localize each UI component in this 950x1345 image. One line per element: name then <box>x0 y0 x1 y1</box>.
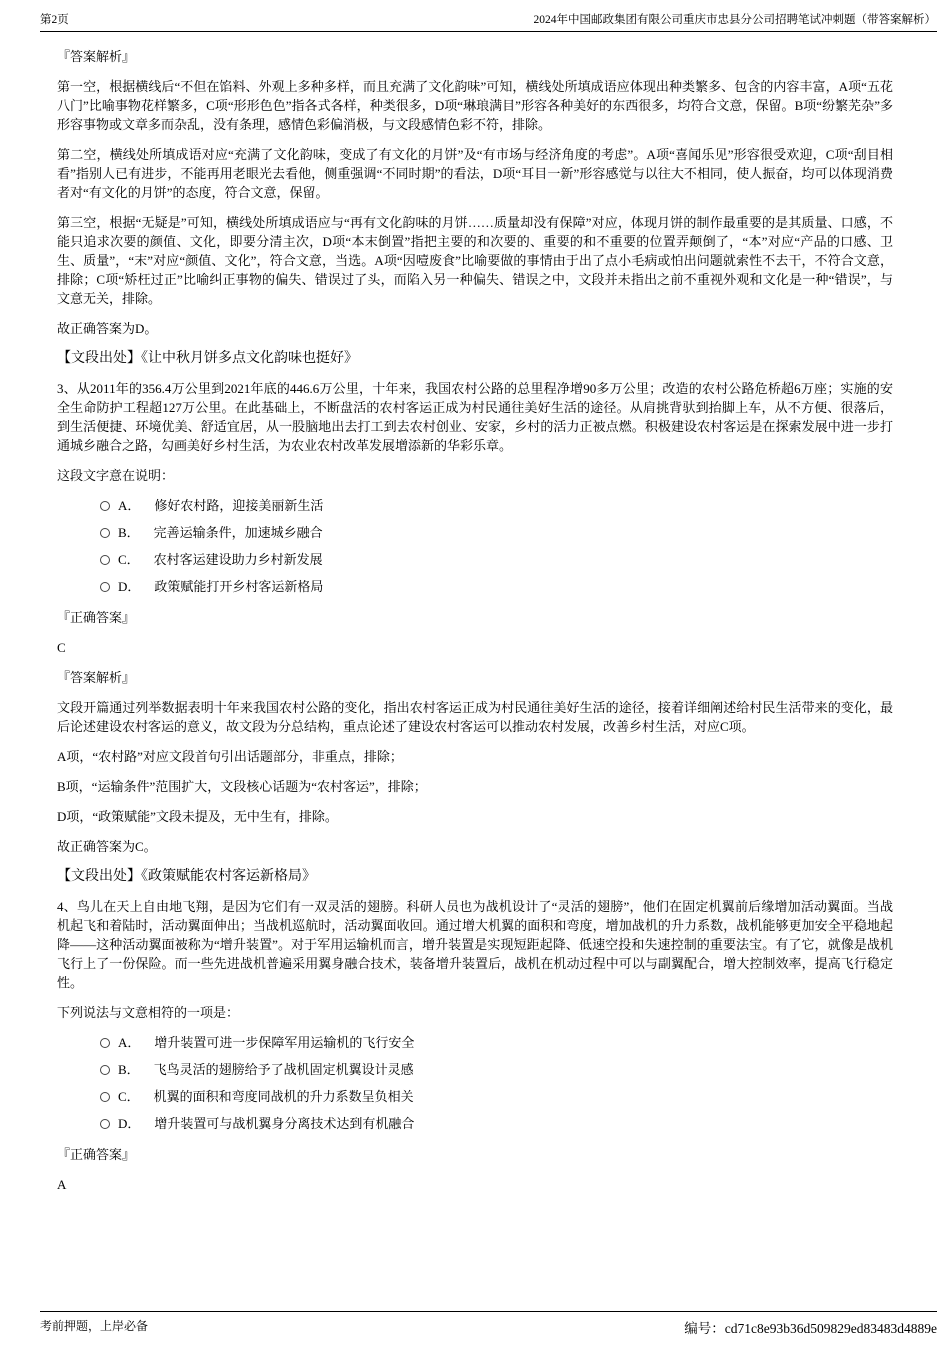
q3-analysis-option-d: D项，“政策赋能”文段未提及，无中生有，排除。 <box>57 809 338 824</box>
q3-option-a[interactable] <box>100 496 893 515</box>
option-text: 完善运输条件，加速城乡融合 <box>153 525 323 540</box>
document-body <box>57 47 893 1205</box>
option-letter: C． <box>118 552 140 567</box>
q4-option-b[interactable] <box>100 1060 893 1079</box>
option-letter: B． <box>118 1062 140 1077</box>
footer-code-label: 编号： <box>684 1321 725 1336</box>
option-text: 飞鸟灵活的翅膀给予了战机固定机翼设计灵感 <box>153 1062 414 1077</box>
q4-option-a[interactable] <box>100 1033 893 1052</box>
q4-passage: 4、鸟儿在天上自由地飞翔，是因为它们有一双灵活的翅膀。科研人员也为战机设计了“灵活的翅膀”，他们在固定机翼前后缘增加活动翼面。当战机起飞和着陆时，活动翼面伸出；当战机巡航时，活动翼面收回。通过增大机翼的面积和弯度，增加战机的升力系数，战机能够更加安全平稳地起降——这种活动翼面被称为“增升装置”。对于军用运输机而言，增升装置是实现短距起降、低速空投和失速控制的重要法宝。有了它，就像是战机飞行上了一份保险。而一些先进战机普遍采用翼身融合技术，装备增升装置后，战机在机动过程中可以与副翼配合，增大控制效率，提高飞行稳定性。 <box>57 899 893 990</box>
q3-analysis-option-a: A项，“农村路”对应文段首句引出话题部分，非重点，排除； <box>57 749 403 764</box>
q3-option-b[interactable] <box>100 523 893 542</box>
radio-button-icon[interactable] <box>100 528 110 538</box>
option-letter: D． <box>118 1116 141 1131</box>
q3-answer-heading: 『正确答案』 <box>57 610 136 625</box>
q4-prompt: 下列说法与文意相符的一项是： <box>57 1005 240 1020</box>
option-text: 农村客运建设助力乡村新发展 <box>153 552 323 567</box>
q3-prompt: 这段文字意在说明： <box>57 468 175 483</box>
q4-answer-heading: 『正确答案』 <box>57 1147 136 1162</box>
q3-options <box>100 496 893 596</box>
footer-code-line <box>684 1317 937 1337</box>
footer-divider <box>40 1311 937 1312</box>
q2-conclusion: 故正确答案为D。 <box>57 321 158 336</box>
radio-button-icon[interactable] <box>100 1092 110 1102</box>
option-letter: C． <box>118 1089 140 1104</box>
option-letter: A． <box>118 1035 141 1050</box>
radio-button-icon[interactable] <box>100 1038 110 1048</box>
option-text: 增升装置可与战机翼身分离技术达到有机融合 <box>154 1116 415 1131</box>
q2-source-line <box>57 349 893 368</box>
q3-option-c[interactable] <box>100 550 893 569</box>
doc-title: 2024年中国邮政集团有限公司重庆市忠县分公司招聘笔试冲刺题（带答案解析） <box>533 14 936 26</box>
q3-source-title: 《政策赋能农村客运新格局》 <box>141 869 316 884</box>
q3-answer: C <box>57 640 66 655</box>
q4-option-c[interactable] <box>100 1087 893 1106</box>
q3-source-line <box>57 867 893 886</box>
radio-button-icon[interactable] <box>100 555 110 565</box>
header-divider <box>40 31 937 32</box>
footer-code: cd71c8e93b36d509829ed83483d4889e <box>724 1321 937 1336</box>
q4-options <box>100 1033 893 1133</box>
option-letter: D． <box>118 579 141 594</box>
q2-source-title: 《让中秋月饼多点文化韵味也挺好》 <box>141 351 358 366</box>
radio-button-icon[interactable] <box>100 582 110 592</box>
radio-button-icon[interactable] <box>100 1119 110 1129</box>
q3-passage: 3、从2011年的356.4万公里到2021年底的446.6万公里，十年来，我国农村公路的总里程净增90多万公里；改造的农村公路危桥超6万座；实施的安全生命防护工程超127万公里。在此基础上，不断盘活的农村客运正成为村民通往美好生活的途径。从肩挑背驮到抬脚上车，从不方便、很落后，到生活便捷、环境优美、舒适宜居，从一股脑地出去打工到去农村创业、安家，乡村的活力正被点燃。积极建设农村客运是在探索发展中进一步打通城乡融合之路，勾画美好乡村生活，为农业农村改革发展增添新的华彩乐章。 <box>57 381 893 453</box>
q4-option-d[interactable] <box>100 1114 893 1133</box>
q2-source-label: 【文段出处】 <box>57 351 141 366</box>
q3-conclusion: 故正确答案为C。 <box>57 839 157 854</box>
option-text: 政策赋能打开乡村客运新格局 <box>154 579 324 594</box>
page-header <box>40 13 936 27</box>
option-letter: A． <box>118 498 141 513</box>
q2-analysis-heading: 『答案解析』 <box>57 49 136 64</box>
option-letter: B． <box>118 525 140 540</box>
q2-analysis-paragraph-1: 第一空，根据横线后“不但在馅料、外观上多种多样，而且充满了文化韵味”可知，横线处所填成语应体现出种类繁多、包含的内容丰富，A项“五花八门”比喻事物花样繁多，C项“形形色色”指各式各样，种类很多，D项“琳琅满目”形容各种美好的东西很多，均符合文意，保留。B项“纷繁芜杂”多形容事物或文章多而杂乱，没有条理，感情色彩偏消极，与文段感情色彩不符，排除。 <box>57 79 893 132</box>
page-footer <box>40 1317 937 1337</box>
q3-analysis-heading: 『答案解析』 <box>57 670 136 685</box>
q2-analysis-paragraph-2: 第二空，横线处所填成语对应“充满了文化韵味，变成了有文化的月饼”及“有市场与经济角度的考虑”。A项“喜闻乐见”形容很受欢迎，C项“刮目相看”指别人已有进步，不能再用老眼光去看他，侧重强调“不同时期”的看法，D项“耳目一新”形容感觉与以往大不相同，使人振奋，均可以体现消费者对“有文化的月饼”的态度，符合文意，保留。 <box>57 147 893 200</box>
q2-analysis-paragraph-3: 第三空，根据“无疑是”可知，横线处所填成语应与“再有文化韵味的月饼……质量却没有保障”对应，体现月饼的制作最重要的是其质量、口感，不能只追求次要的颜值、文化，即要分清主次，D项“本末倒置”指把主要的和次要的、重要的和不重要的位置弄颠倒了，“本”对应“产品的口感、卫生、质量”，“末”对应“颜值、文化”，符合文意，当选。A项“因噎废食”比喻要做的事情由于出了点小毛病或怕出问题就索性不去干，不符合文意，排除；C项“矫枉过正”比喻纠正事物的偏失、错误过了头，而陷入另一种偏失、错误之中，文段并未指出之前不重视外观和文化是一种“错误”，与文意无关，排除。 <box>57 215 893 306</box>
q4-answer: A <box>57 1177 67 1192</box>
q3-analysis-option-b: B项，“运输条件”范围扩大，文段核心话题为“农村客运”，排除； <box>57 779 427 794</box>
option-text: 修好农村路，迎接美丽新生活 <box>154 498 324 513</box>
q3-source-label: 【文段出处】 <box>57 869 141 884</box>
footer-slogan: 考前押题，上岸必备 <box>40 1319 149 1333</box>
option-text: 增升装置可进一步保障军用运输机的飞行安全 <box>154 1035 415 1050</box>
option-text: 机翼的面积和弯度同战机的升力系数呈负相关 <box>153 1089 414 1104</box>
radio-button-icon[interactable] <box>100 1065 110 1075</box>
page-number: 第2页 <box>40 14 69 26</box>
q3-analysis-paragraph: 文段开篇通过列举数据表明十年来我国农村公路的变化，指出农村客运正成为村民通往美好生活的途径，接着详细阐述给村民生活带来的变化，最后论述建设农村客运的意义，故文段为分总结构，重点论述了建设农村客运可以推动农村发展，改善乡村生活，对应C项。 <box>57 700 893 734</box>
q3-option-d[interactable] <box>100 577 893 596</box>
radio-button-icon[interactable] <box>100 501 110 511</box>
